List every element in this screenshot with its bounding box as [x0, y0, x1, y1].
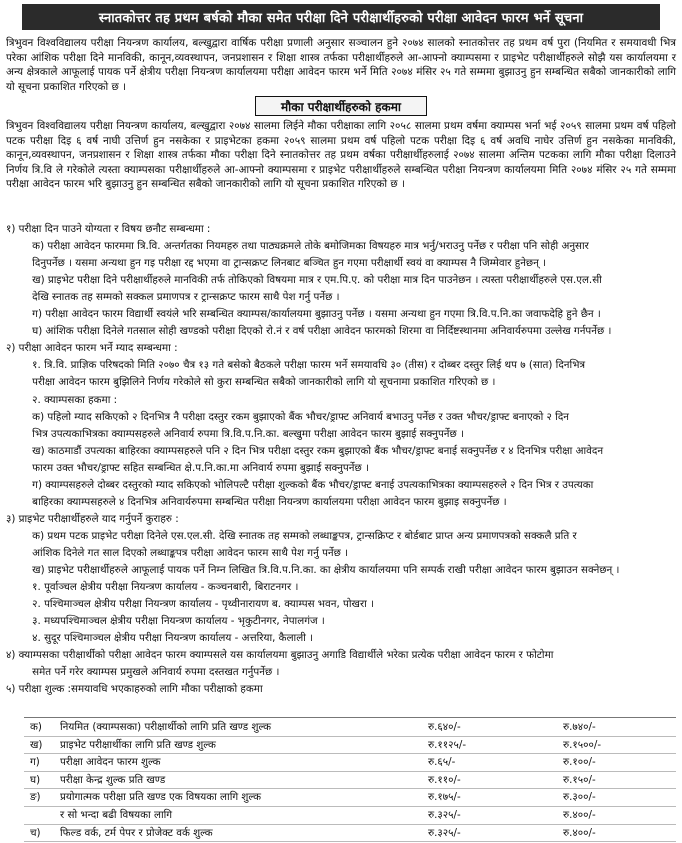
notice-line: क) परीक्षा आवेदन फारममा त्रि.वि. अन्तर्गतका नियमहरु तथा पाठ्यक्रमले तोके बमोजिमका विषयहरु मात्र भर्नु/भराउनु पर्नेछ र परीक्षा पनि सोही अनुसार	[6, 240, 589, 253]
fee-amount-late: रु.१००/-	[563, 756, 596, 769]
fee-label: च)	[30, 826, 41, 839]
fee-row	[0, 754, 682, 771]
notice-line: आंशिक दिनेले गत साल दिएको लब्धाङ्कपत्र परीक्षा आवेदन फारम साथै पेश गर्नु पर्नेछ ।	[6, 546, 349, 559]
notice-line: देखि स्नातक तह सम्मको सक्कल प्रमाणपत्र र ट्रान्सक्रप्ट फारम साथै पेश गर्नु पर्नेछ ।	[6, 291, 340, 304]
fee-amount-late: रु.४००/-	[563, 826, 596, 839]
fee-row	[0, 807, 682, 824]
fee-amount-regular: रु.१७५/-	[428, 791, 461, 804]
notice-line: २. पश्चिमाञ्चल क्षेत्रीय परीक्षा नियन्त्रण कार्यालय - पृथ्वीनारायण ब. क्याम्पस भवन, पोखरा ।	[6, 598, 375, 611]
notice-line: १) परीक्षा दिन पाउने योग्यता र विषय छनौट सम्बन्धमा :	[6, 223, 211, 235]
notice-line: ग) क्याम्पसहरुले दोब्बर दस्तुरको म्याद सकिएको भोलिपल्टै परीक्षा शुल्कको बैंक भौचर/ड्राफ्ट बनाई उपत्यकाभित्रका क्याम्पसहरुले २ दिन भित्र र उपत्यका	[6, 478, 594, 491]
fee-label: ग)	[30, 756, 40, 769]
fee-row	[0, 772, 682, 789]
notice-line: १. त्रि.वि. प्राज्ञिक परिषदको मिति २०७० चैत्र १३ गते बसेको बैठकले परीक्षा फारम भर्ने समयावधि ३० (तीस) र दोब्बर दस्तुर लिई थप ७ (सात) दिनभित्र	[6, 359, 586, 372]
fee-label: ख)	[30, 738, 43, 751]
fee-row	[0, 737, 682, 754]
notice-line: घ) आंशिक परीक्षा दिनेले गतसाल सोही खण्डको परीक्षा दिएको रो.नं र वर्ष परीक्षा आवेदन फारमको शिरमा वा निर्दिष्टस्थानमा अनिवार्यरुपमा उल्लेख गर्नपर्नेछ ।	[6, 325, 612, 338]
notice-line: ३. मध्यपश्चिमाञ्चल क्षेत्रीय परीक्षा नियन्त्रण कार्यालय - भृकुटीनगर, नेपालगंज ।	[6, 615, 325, 628]
notice-line: भित्र उपत्यकाभित्रका क्याम्पसहरुले अनिवार्य रुपमा त्रि.वि.प.नि.का. बल्खुमा परीक्षा आवेदन फारम बुझाई सक्नुपर्नेछ ।	[6, 427, 464, 440]
notice-line: ३) प्राइभेट परीक्षार्थीहरुले याद गर्नुपर्ने कुराहरु :	[6, 512, 179, 525]
notice-line: ख) प्राइभेट परीक्षा दिने परीक्षार्थीहरुले मानविकी तर्फ तोकिएको विषयमा मात्र र एम.पि.ए. को परीक्षा मात्र दिन पाउनेछन । त्यस्ता परीक्षार्थीहरुले एस.एल.सी	[6, 274, 602, 287]
notice-line: ४) क्याम्पसका परीक्षार्थीको परीक्षा आवेदन फारम क्याम्पसले यस कार्यालयमा बुझाउनु अगाडि विद्यार्थीले भरेका प्रत्येक परीक्षा आवेदन फारम र फोटोमा	[6, 649, 554, 662]
fee-amount-regular: रु.६५/-	[428, 756, 456, 769]
notice-line: फारम उक्त भौचर/ड्राफ्ट सहित सम्बन्धित क्षे.प.नि.का.मा अनिवार्य रुपमा बुझाई सक्नुपर्नेछ ।	[6, 461, 369, 474]
fee-amount-late: रु.७४०/-	[563, 721, 596, 733]
notice-line: ख) प्राइभेट परीक्षार्थीहरुले आफूलाई पायक पर्ने निम्न लिखित त्रि.वि.प.नि.का. का क्षेत्रीय कार्यालयमा पनि सम्पर्क राखी परीक्षा आवेदन फारम बुझाउन सक्नेछन् ।	[6, 564, 620, 576]
notice-line: ५) परीक्षा शुल्क :समयावधि भएकाहरुको लागि मौका परीक्षाको हकमा	[6, 683, 263, 696]
fee-description: फिल्ड वर्क, टर्म पेपर र प्रोजेक्ट वर्क शुल्क	[60, 826, 213, 839]
notice-line: २. क्याम्पसका हकमा :	[6, 393, 118, 406]
notice-line: १. पूर्वाञ्चल क्षेत्रीय परीक्षा नियन्त्रण कार्यालय - कञ्चनबारी, बिराटनगर ।	[6, 581, 299, 594]
notice-line: २) परीक्षा आवेदन फारम भर्ने म्याद सम्बन्धमा :	[6, 342, 178, 355]
notice-title-banner: स्नातकोत्तर तह प्रथम बर्षको मौका समेत परीक्षा दिने परीक्षार्थीहरुको परीक्षा आवेदन फारम भर्ने सूचना	[22, 4, 660, 30]
notice-line: क) प्रथम पटक प्राइभेट परीक्षा दिनेले एस.एल.सी. देखि स्नातक तह सम्मको लब्धाङ्कपत्र, ट्रान्सक्रिप्ट र बोर्डबाट प्राप्त अन्य प्रमाणपत्रको सक्कलै प्रति र	[6, 529, 577, 542]
fee-description: प्राइभेट परीक्षार्थीका लागि प्रति खण्ड शुल्क	[60, 738, 216, 751]
fee-label: घ)	[30, 773, 41, 786]
fee-description: र सो भन्दा बढी विषयका लागि	[60, 809, 173, 821]
fee-amount-late: रु.४००/-	[563, 809, 596, 821]
fee-description: परीक्षा केन्द्र शुल्क प्रति खण्ड	[60, 773, 166, 786]
fee-row	[0, 789, 682, 806]
fee-row	[0, 719, 682, 736]
fee-row	[0, 825, 682, 842]
notice-line: दिनुपर्नेछ । यसमा अन्यथा हुन गइ परीक्षा रद्द भएमा वा ट्रान्सक्रप्ट लिनबाट बञ्चित हुन गएमा परीक्षार्थी स्वयं वा क्याम्पस नै जिम्मेवार हुनेछन् ।	[6, 257, 547, 270]
fee-amount-regular: रु.११०/-	[428, 773, 461, 786]
fee-label: क)	[30, 721, 42, 733]
fee-description: नियमित (क्याम्पसका) परीक्षार्थीको लागि प्रति खण्ड शुल्क	[60, 721, 272, 733]
intro-paragraph: त्रिभुवन विश्वविद्यालय परीक्षा नियन्त्रण कार्यालय, बल्खुद्वारा वार्षिक परीक्षा प्रणाली अनुसार सञ्चालन हुने २०७४ सालको स्नातकोत्तर तह प्रथम वर्ष पुरा (नियमित र समयावधी भित्र परेका आंशिक परीक्षा दिने मानविकी, कानून,व्यवस्थापन, जनप्रशासन र शिक्षा शास्त्र तर्फका परीक्षार्थीहरुले आ-आफ्नो क्याम्पसमा र प्राइभेट परीक्षार्थीहरुले सोझै यस कार्यालयमा र अन्य क्षेत्रकाले आफूलाई पायक पर्ने क्षेत्रीय परीक्षा नियन्त्रण कार्यालयमा परीक्षा आवेदन फारम भर्ने मिति २०७४ मंसिर २५ गते सम्ममा बुझाउनु हुन सम्बन्धित सबैको जानकारीको लागि यो सूचना प्रकाशित गरिएको छ ।	[6, 37, 676, 93]
fee-amount-late: रु.१५०/-	[563, 773, 596, 786]
fee-amount-late: रु.३००/-	[563, 791, 596, 804]
fee-amount-regular: रु.३२५/-	[428, 809, 461, 821]
notice-line: ख) काठमाडौं उपत्यका बाहिरका क्याम्पसहरुले पनि २ दिन भित्र परीक्षा दस्तुर रकम बुझाएको बैंक भौचर/ड्राफ्ट बनाई सक्नुपर्नेछ र ४ दिनभित्र परीक्षा आवेदन	[6, 444, 604, 457]
notice-line: ४. सुदूर पश्चिमाञ्चल क्षेत्रीय परीक्षा नियन्त्रण कार्यालय - अत्तरिया, कैलाली ।	[6, 632, 314, 645]
notice-line: बाहिरका क्याम्पसहरुले ४ दिनभित्र अनिवार्यरुपमा सम्बन्धित परीक्षा नियन्त्रण कार्यालयमा परीक्षा आवेदन फारम बुझाइ सक्नुपर्नेछ ।	[6, 495, 507, 508]
sub-heading: मौका परीक्षार्थीहरुको हकमा	[255, 96, 427, 116]
notice-paragraph: त्रिभुवन विश्वविद्यालय परीक्षा नियन्त्रण कार्यालय, बल्खुद्वारा २०७४ सालमा लिईने मौका परीक्षाका लागि २०५८ सालमा प्रथम वर्षमा क्याम्पस भर्ना भई २०५९ सालमा प्रथम वर्ष पहिलो पटक परीक्षा दिइ ६ वर्ष नाघी उत्तिर्ण हुन नसकेका र प्राइभेटका हकमा २०५९ सालमा प्रथम वर्ष पहिलो पटक परीक्षा दिइ ६ वर्ष अवधि नाघेर उत्तिर्ण हुन नसकेका मानविकी, कानून,व्यवस्थापन, जनप्रशासन र शिक्षा शास्त्र तर्फका मौका परीक्षा दिने स्नातकोत्तर तह प्रथम वर्षका परीक्षार्थीहरुलाई २०७४ सालमा अन्तिम पटकका लागि मौका परीक्षा दिलाउने निर्णय त्रि.वि ले गरेकोले त्यस्ता क्याम्पसका परीक्षार्थीहरुले आ-आफ्नो क्याम्पसमा र प्राइभेट परीक्षार्थीहरुले सम्बन्धित परीक्षा नियन्त्रण कार्यालयमा मिति २०७४ मंसिर २५ गते सम्ममा परीक्षा आवेदन फारम भरि बुझाउनु हुन सम्बन्धित सबैको जानकारीको लागि यो सूचना प्रकाशित गरिएको छ ।	[6, 120, 676, 191]
fee-amount-regular: रु.३२५/-	[428, 826, 461, 839]
fee-amount-regular: रु.६४०/-	[428, 721, 461, 733]
fee-amount-regular: रु.११२५/-	[428, 738, 467, 751]
fee-amount-late: रु.१५००/-	[563, 738, 602, 751]
notice-line: क) पहिलो म्याद सकिएको २ दिनभित्र नै परीक्षा दस्तुर रकम बुझाएको बैंक भौचर/ड्राफ्ट अनिवार्य बभाउनु पर्नेछ र उक्त भौचर/ड्राफ्ट बनाएको २ दिन	[6, 410, 570, 423]
fee-description: प्रयोगात्मक परीक्षा प्रति खण्ड एक विषयका लागि शुल्क	[60, 791, 261, 804]
fee-description: परीक्षा आवेदन फारम शुल्क	[60, 756, 161, 769]
notice-line: ग) परीक्षा आवेदन फारम विद्यार्थी स्वयंले भरि सम्बन्धित क्याम्पस/कार्यालयमा बुझाउनु पर्नेछ । यसमा अन्यथा हुन गएमा त्रि.वि.प.नि.का जवाफदेहि हुने छैन ।	[6, 308, 601, 321]
notice-line: समेत पर्ने गरेर क्याम्पस प्रमुखले अनिवार्य रुपमा दस्तखत गर्नुपर्नेछ ।	[6, 666, 280, 679]
fee-label: ङ)	[30, 791, 41, 804]
notice-line: परीक्षा आवेदन फारम बुझिलिने निर्णय गरेकोले सो कुरा सम्बन्धित सबैको जानकारीको लागि यो सूचनामा प्रकाशित गरिएको छ ।	[6, 376, 496, 389]
